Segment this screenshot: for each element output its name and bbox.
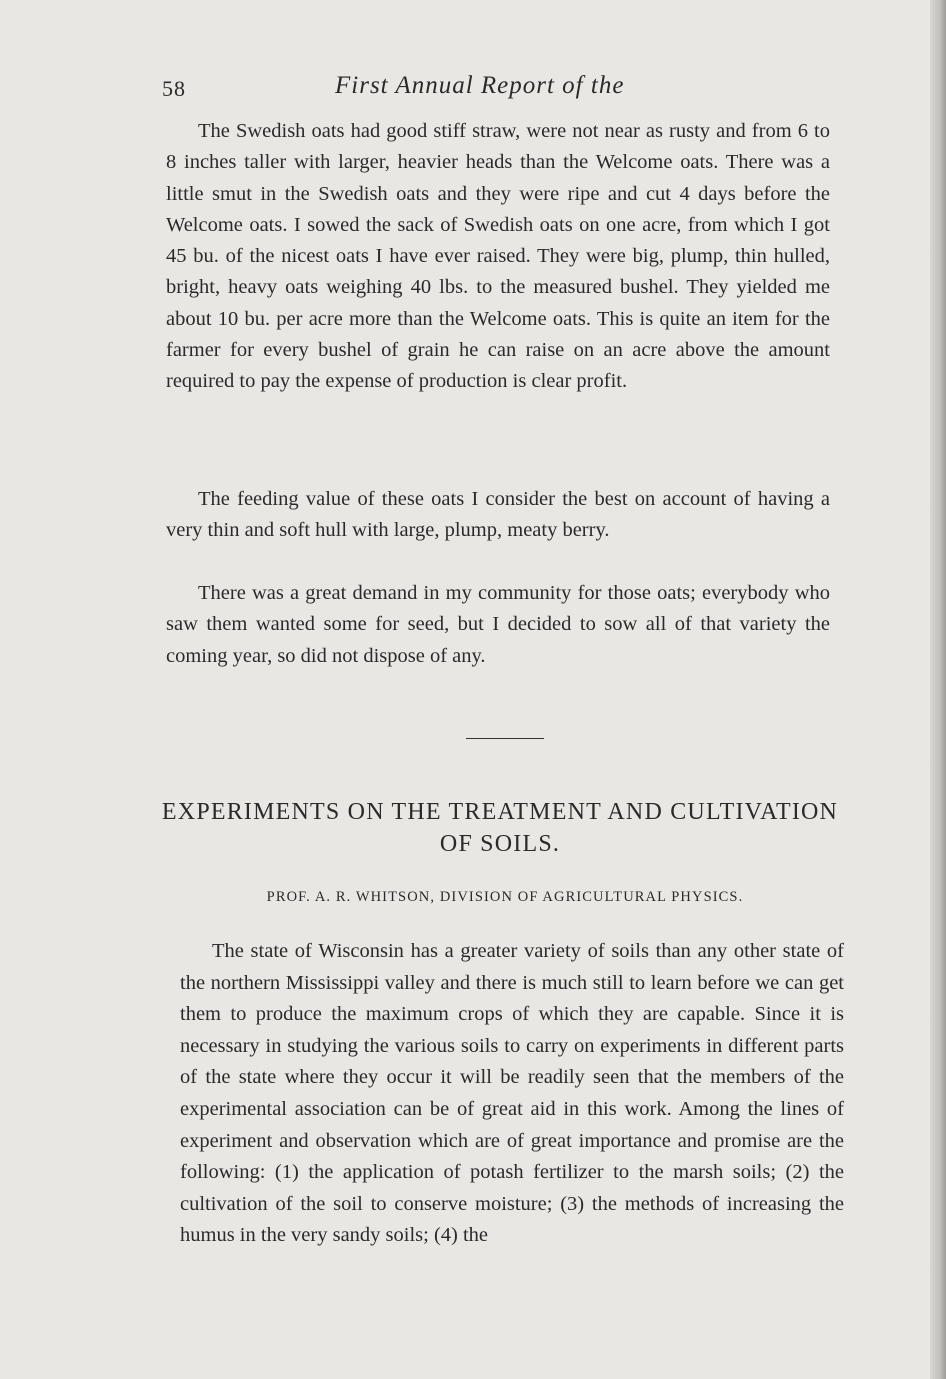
paragraph-feeding-value bbox=[166, 484, 830, 547]
running-title: First Annual Report of the bbox=[335, 72, 625, 99]
paragraph-text: The Swedish oats had good stiff straw, were not near as rusty and from 6 to 8 inches taller with larger, heavier heads than the Welcome oats. There was a little smut in the Swedish oats and they were ripe and cut 4 days before the Welcome oats. I sowed the sack of Swedish oats on one acre, from which I got 45 bu. of the nicest oats I have ever raised. They were big, plump, thin hulled, bright, heavy oats weighing 40 lbs. to the measured bushel. They yielded me about 10 bu. per acre more than the Welcome oats. This is quite an item for the farmer for every bushel of grain he can raise on an acre above the amount required to pay the expense of production is clear profit. bbox=[166, 120, 830, 393]
paragraph-demand bbox=[166, 578, 830, 672]
page-edge-shadow bbox=[930, 0, 946, 1379]
paragraph-text: The feeding value of these oats I consider the best on account of having a very thin and soft hull with large, plump, meaty berry. bbox=[166, 488, 830, 542]
section-title: EXPERIMENTS ON THE TREATMENT AND CULTIVATION OF SOILS. bbox=[161, 799, 839, 857]
paragraph-swedish-oats bbox=[166, 116, 830, 398]
section-divider bbox=[466, 738, 544, 739]
section-body bbox=[180, 936, 844, 1252]
paragraph-text: There was a great demand in my community for those oats; everybody who saw them wanted some for seed, but I decided to sow all of that variety the coming year, so did not dispose of any. bbox=[166, 582, 830, 667]
running-head bbox=[160, 72, 820, 106]
author-byline: PROF. A. R. WHITSON, DIVISION OF AGRICULTURAL PHYSICS. bbox=[266, 889, 744, 905]
paragraph-text: The state of Wisconsin has a greater variety of soils than any other state of the northern Mississippi valley and there is much still to learn before we can get them to produce the maximum crops of which they are capable. Since it is necessary in studying the various soils to carry on experiments in different parts of the state where they occur it will be readily seen that the members of the experimental association can be of great aid in this work. Among the lines of experiment and observation which are of great importance and promise are the following: (1) the application of potash fertilizer to the marsh soils; (2) the cultivation of the soil to conserve moisture; (3) the methods of increasing the humus in the very sandy soils; (4) the bbox=[180, 940, 844, 1247]
page-number: 58 bbox=[162, 76, 186, 101]
